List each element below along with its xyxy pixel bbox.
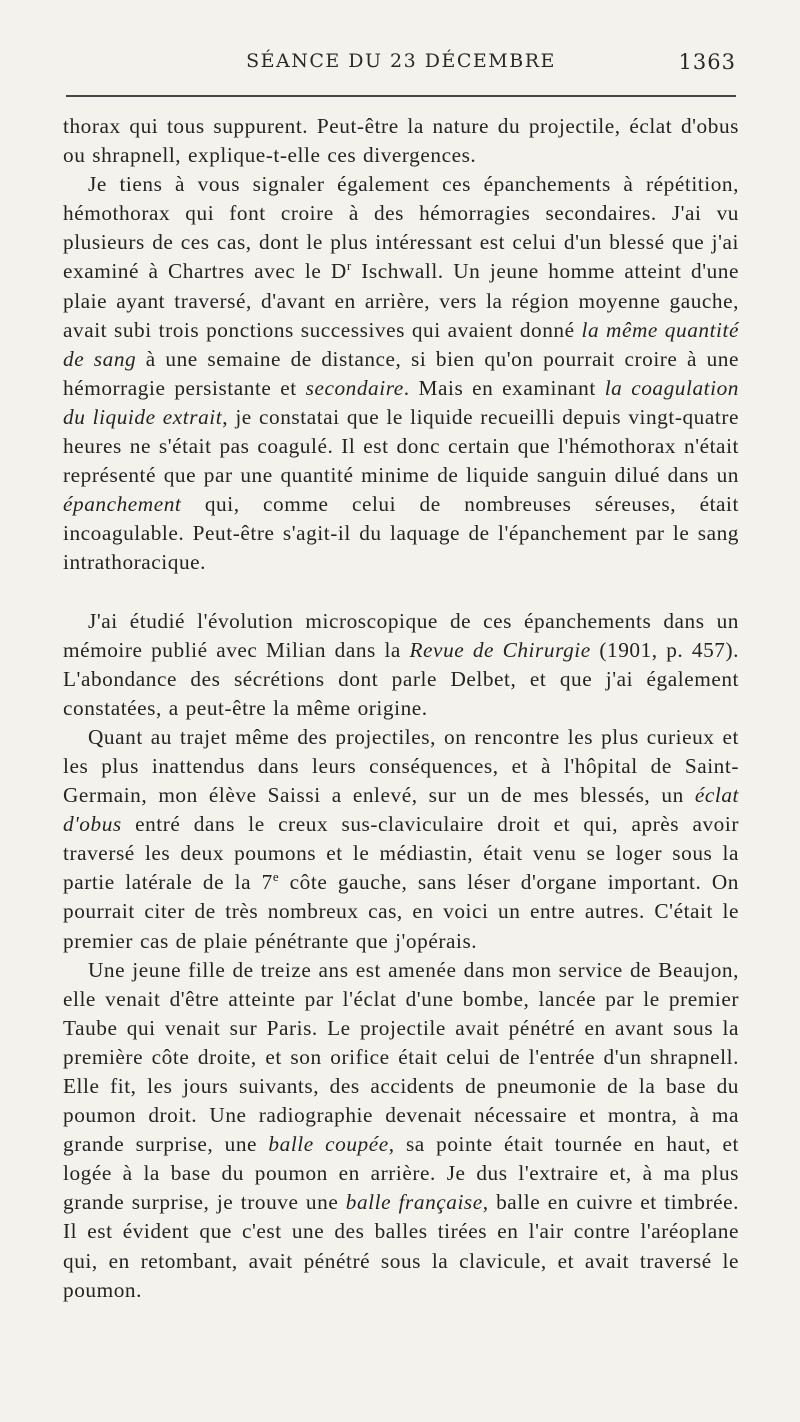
text-run: , sa pointe était tournée en haut, et logée à la base du poumon en arrière. Je dus l'extraire et, à ma plus grande surprise, je trouve une [63, 1132, 739, 1215]
italic-phrase: secondaire [305, 375, 404, 400]
text-run: . Mais en examinant [403, 375, 605, 400]
paragraph-2 [63, 170, 739, 577]
text-run: thorax qui tous suppurent. Peut-être la nature du projectile, éclat d'obus ou shrapnell, explique-t-elle ces divergences. [63, 114, 739, 168]
running-head [66, 46, 736, 86]
italic-phrase: Revue de Chirurgie [409, 637, 591, 662]
text-run: côte gauche, sans léser d'organe important. On pourrait citer de très nombreux cas, en voici un entre autres. C'était le premier cas de plaie pénétrante que j'opérais. [63, 870, 739, 953]
italic-phrase: balle coupée [268, 1132, 389, 1157]
text-run: à une semaine de distance, si bien qu'on pourrait croire à une hémorragie persistante et [63, 346, 739, 400]
text-run: Quant au trajet même des projectiles, on rencontre les plus curieux et les plus inattendus dans leurs conséquences, et à l'hôpital de Saint-Germain, mon élève Saissi a enlevé, sur un de mes blessés, un [63, 724, 739, 808]
text-run: entré dans le creux sus-claviculaire droit et qui, après avoir traversé les deux poumons et le médiastin, était venu se loger sous la partie latérale de la 7 [63, 812, 739, 895]
running-head-title: SÉANCE DU 23 DÉCEMBRE [246, 50, 556, 72]
page-number: 1363 [678, 50, 736, 74]
italic-phrase: la coagulation du liquide extrait [63, 375, 739, 429]
text-run: qui, comme celui de nombreuses séreuses, était incoagulable. Peut-être s'agit-il du laquage de l'épanchement par le sang intrathoracique. [63, 492, 739, 575]
paragraph-1 [63, 112, 739, 170]
text-run: , balle en cuivre et timbrée. Il est évident que c'est une des balles tirées en l'air contre l'aréoplane qui, en retombant, avait pénétré sous la clavicule, et avait traversé le poumon. [63, 1190, 739, 1302]
paragraph-3 [63, 607, 739, 723]
italic-phrase: balle française [345, 1190, 483, 1215]
italic-phrase: épanchement [63, 492, 182, 517]
superscript: r [346, 258, 352, 274]
text-run: , je constatai que le liquide recueilli depuis vingt-quatre heures ne s'était pas coagulé. Il est donc certain que l'hémothorax n'était représenté que par une quantité minime de liquide sanguin dilué dans un [63, 404, 739, 488]
italic-phrase: éclat d'obus [63, 783, 739, 837]
paragraph-5 [63, 956, 739, 1305]
text-run: Je tiens à vous signaler également ces épanchements à répétition, hémothorax qui font croire à des hémorragies secondaires. J'ai vu plusieurs de ces cas, dont le plus intéressant est celui d'un blessé que j'ai examiné à Chartres avec le D [63, 172, 739, 284]
text-run: Ischwall. Un jeune homme atteint d'une plaie ayant traversé, d'avant en arrière, vers la région moyenne gauche, avait subi trois ponctions successives qui avaient donné [63, 259, 739, 342]
body-text [63, 112, 739, 1305]
text-run: (1901, p. 457). L'abondance des sécrétions dont parle Delbet, et que j'ai également constatées, a peut-être la même origine. [63, 637, 739, 720]
text-run: J'ai étudié l'évolution microscopique de ces épanchements dans un mémoire publié avec Milian dans la [63, 608, 739, 662]
header-rule [66, 95, 736, 97]
italic-phrase: la même quantité de sang [63, 317, 739, 371]
superscript: e [272, 869, 280, 885]
paragraph-4 [63, 723, 739, 956]
text-run: Une jeune fille de treize ans est amenée dans mon service de Beaujon, elle venait d'être atteinte par l'éclat d'une bombe, lancée par le premier Taube qui venait sur Paris. Le projectile avait pénétré en avant sous la première côte droite, et son orifice était celui de l'entrée d'un shrapnell. Elle fit, les jours suivants, des accidents de pneumonie de la base du poumon droit. Une radiographie devenait nécessaire et montra, à ma grande surprise, une [63, 957, 739, 1157]
